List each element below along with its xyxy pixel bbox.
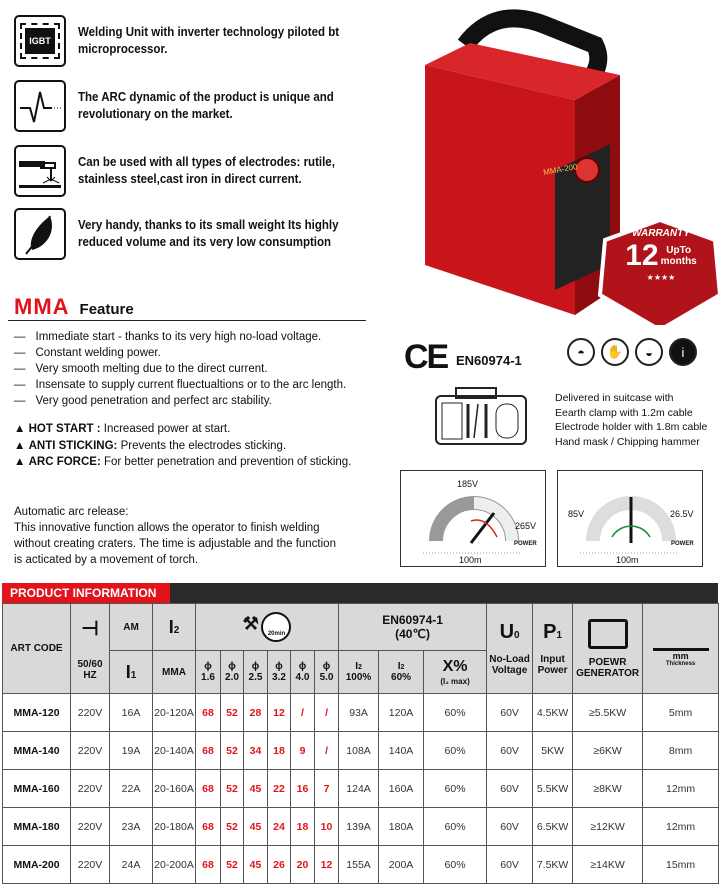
header-x bbox=[424, 651, 487, 694]
feature-subtitle: Feature bbox=[79, 301, 134, 318]
header-u0 bbox=[487, 604, 533, 694]
phi-symbol: ϕ bbox=[251, 661, 260, 672]
cell-phi-1-6: 68 bbox=[196, 808, 221, 846]
cell-input-power: 6.5KW bbox=[533, 808, 573, 846]
x-sub: (I₂ max) bbox=[440, 676, 470, 686]
dash: — bbox=[14, 395, 26, 407]
cell-thickness: 15mm bbox=[643, 846, 719, 884]
header-standard bbox=[339, 604, 487, 651]
auto-arc-title: Automatic arc release: bbox=[14, 506, 129, 518]
highlight-arc-force bbox=[14, 454, 351, 471]
feature-text: Can be used with all types of electrodes: rutile, stainless steel,cast iron in direct current. bbox=[78, 155, 335, 186]
phi-symbol: ϕ bbox=[275, 661, 283, 672]
list-item bbox=[14, 329, 346, 345]
cell-phi-2-5: 34 bbox=[244, 732, 268, 770]
table-row bbox=[3, 808, 719, 846]
header-phi bbox=[244, 651, 268, 694]
feather-icon bbox=[14, 208, 66, 260]
cell-mma-range: 20-140A bbox=[153, 732, 196, 770]
cell-art-code: MMA-180 bbox=[3, 808, 71, 846]
cell-art-code: MMA-140 bbox=[3, 732, 71, 770]
cell-generator-power: ≥12KW bbox=[573, 808, 643, 846]
i2-symbol: I bbox=[355, 661, 358, 672]
cell-phi-5-0: 12 bbox=[315, 846, 339, 884]
cell-duty-cycle: 60% bbox=[424, 770, 487, 808]
dash: — bbox=[14, 347, 26, 359]
highlight-hot-start bbox=[14, 421, 351, 438]
cell-no-load-voltage: 60V bbox=[487, 808, 533, 846]
cell-mma-range: 20-160A bbox=[153, 770, 196, 808]
header-phi bbox=[221, 651, 244, 694]
u0-label: No-Load Voltage bbox=[489, 654, 530, 676]
header-phi bbox=[291, 651, 315, 694]
cell-input-power: 5KW bbox=[533, 732, 573, 770]
thickness-unit: mm bbox=[672, 650, 689, 661]
cell-i2-60: 180A bbox=[379, 808, 424, 846]
cell-input-power: 5.5KW bbox=[533, 770, 573, 808]
cell-phi-1-6: 68 bbox=[196, 846, 221, 884]
generator-icon bbox=[588, 619, 628, 649]
i1-sub: 1 bbox=[130, 669, 137, 681]
arc-wave-icon bbox=[14, 80, 66, 132]
header-am: AM bbox=[110, 604, 153, 651]
phi-symbol: ϕ bbox=[204, 661, 212, 672]
cell-generator-power: ≥6KW bbox=[573, 732, 643, 770]
cell-i2-100: 139A bbox=[339, 808, 379, 846]
cell-thickness: 12mm bbox=[643, 770, 719, 808]
i2-sub: 2 bbox=[400, 664, 405, 671]
cell-phi-5-0: / bbox=[315, 732, 339, 770]
delivery-line: Eearth clamp with 1.2m cable bbox=[555, 406, 693, 419]
cell-mma-range: 20-200A bbox=[153, 846, 196, 884]
cell-no-load-voltage: 60V bbox=[487, 694, 533, 732]
cell-i2-100: 124A bbox=[339, 770, 379, 808]
phi-value: 2.5 bbox=[248, 672, 263, 683]
timer-icon: 20min bbox=[261, 612, 291, 642]
generator-label: POEWR GENERATOR bbox=[576, 656, 640, 679]
highlight-anti-sticking bbox=[14, 438, 351, 455]
phi-symbol: ϕ bbox=[228, 661, 236, 672]
cell-phi-2-0: 52 bbox=[221, 732, 244, 770]
cell-phi-2-5: 45 bbox=[244, 846, 268, 884]
cell-no-load-voltage: 60V bbox=[487, 846, 533, 884]
header-art-code: ART CODE bbox=[3, 604, 71, 694]
cell-no-load-voltage: 60V bbox=[487, 770, 533, 808]
cell-mma-range: 20-120A bbox=[153, 694, 196, 732]
power-plug-label: POWER bbox=[514, 541, 537, 547]
cell-art-code: MMA-160 bbox=[3, 770, 71, 808]
highlight-label: HOT START : bbox=[28, 423, 101, 435]
cell-input-current: 19A bbox=[110, 732, 153, 770]
gauge-left-label: 85V bbox=[568, 509, 585, 519]
dash: — bbox=[14, 379, 26, 391]
cell-phi-2-0: 52 bbox=[221, 770, 244, 808]
list-item bbox=[14, 345, 346, 361]
cell-supply-voltage: 220V bbox=[71, 694, 110, 732]
cell-i2-60: 160A bbox=[379, 770, 424, 808]
cell-i2-100: 93A bbox=[339, 694, 379, 732]
list-item bbox=[14, 377, 346, 393]
power-plug-label: POWER bbox=[671, 541, 694, 547]
bullet-text: Constant welding power. bbox=[35, 347, 161, 359]
table-row bbox=[3, 732, 719, 770]
cell-phi-2-0: 52 bbox=[221, 846, 244, 884]
i2-symbol: I bbox=[397, 661, 401, 672]
cell-input-current: 22A bbox=[110, 770, 153, 808]
cell-i2-60: 200A bbox=[379, 846, 424, 884]
bullet-text: Very smooth melting due to the direct current. bbox=[35, 363, 268, 375]
delivery-line: Electrode holder with 1.8m cable bbox=[555, 421, 708, 433]
list-item bbox=[14, 393, 346, 409]
cell-phi-4-0: 18 bbox=[291, 808, 315, 846]
read-manual-icon: i bbox=[669, 338, 697, 366]
cell-i2-100: 108A bbox=[339, 732, 379, 770]
suitcase-icon bbox=[434, 386, 530, 451]
header-thickness bbox=[643, 604, 719, 694]
product-info-header-bar bbox=[2, 583, 718, 603]
cell-supply-voltage: 220V bbox=[71, 808, 110, 846]
header-i1 bbox=[110, 651, 153, 694]
header-hz: 50/60 HZ bbox=[77, 659, 103, 681]
gauge-right-label: 265V bbox=[515, 521, 537, 531]
cell-i2-60: 140A bbox=[379, 732, 424, 770]
header-phi bbox=[196, 651, 221, 694]
header-supply bbox=[71, 604, 110, 694]
face-shield-icon: ◓ bbox=[567, 338, 595, 366]
header-temp: (40℃) bbox=[395, 627, 430, 641]
feature-light bbox=[14, 208, 368, 260]
product-info-title: PRODUCT INFORMATION bbox=[2, 583, 170, 603]
phi-symbol: ϕ bbox=[298, 661, 307, 672]
auto-arc-release bbox=[14, 504, 344, 568]
phi-value: 5.0 bbox=[319, 672, 334, 683]
i2-symbol: I bbox=[168, 616, 174, 637]
triangle-icon: ▲ bbox=[14, 456, 29, 468]
plug-icon: ⊣ bbox=[81, 618, 99, 640]
header-electrode bbox=[196, 604, 339, 651]
highlight-label: ARC FORCE: bbox=[28, 456, 101, 468]
cell-phi-4-0: / bbox=[291, 694, 315, 732]
ce-mark: CE bbox=[404, 338, 448, 376]
cell-input-power: 4.5KW bbox=[533, 694, 573, 732]
cell-thickness: 12mm bbox=[643, 808, 719, 846]
cell-i2-100: 155A bbox=[339, 846, 379, 884]
weld-thickness-icon bbox=[653, 631, 709, 651]
highlight-text: Prevents the electrodes sticking. bbox=[117, 439, 287, 452]
duty-60: 60% bbox=[391, 672, 412, 683]
welding-torch-icon: ⚒ bbox=[242, 613, 259, 634]
feature-list bbox=[14, 329, 346, 409]
gauge-distance: 100m bbox=[459, 555, 482, 565]
cell-i2-60: 120A bbox=[379, 694, 424, 732]
feature-text: Welding Unit with inverter technology piloted bt microprocessor. bbox=[78, 25, 340, 56]
gauge-top-label: 185V bbox=[457, 479, 479, 489]
cell-phi-4-0: 16 bbox=[291, 770, 315, 808]
feature-text: Very handy, thanks to its small weight Its highly reduced volume and its very low consumption bbox=[78, 218, 339, 249]
dash: — bbox=[14, 331, 26, 343]
header-mma: MMA bbox=[153, 651, 196, 694]
u0-sub: 0 bbox=[514, 630, 520, 641]
electrode-welding-icon bbox=[14, 145, 66, 197]
delivery-contents bbox=[555, 391, 707, 449]
dash: — bbox=[14, 363, 26, 375]
highlight-text: For better penetration and prevention of sticking. bbox=[100, 456, 352, 468]
voltage-gauge-2 bbox=[557, 470, 703, 567]
bullet-text: Insensate to supply current fluectualtions or to the arc length. bbox=[35, 379, 347, 391]
cell-generator-power: ≥14KW bbox=[573, 846, 643, 884]
p1-symbol: P bbox=[543, 621, 557, 643]
cell-phi-2-0: 52 bbox=[221, 808, 244, 846]
cell-no-load-voltage: 60V bbox=[487, 732, 533, 770]
cell-phi-3-2: 12 bbox=[268, 694, 291, 732]
bullet-text: Immediate start - thanks to its very high no-load voltage. bbox=[35, 331, 322, 343]
cell-art-code: MMA-120 bbox=[3, 694, 71, 732]
header-phi bbox=[315, 651, 339, 694]
warranty-title: WARRANTY bbox=[632, 228, 690, 239]
cell-input-power: 7.5KW bbox=[533, 846, 573, 884]
p1-label: Input Power bbox=[537, 654, 568, 676]
cell-generator-power: ≥8KW bbox=[573, 770, 643, 808]
header-generator bbox=[573, 604, 643, 694]
auto-arc-text: This innovative function allows the operator to finish welding without creating craters. The time is adjustable and the function is acticated by a movement of torch. bbox=[14, 522, 336, 566]
header-phi bbox=[268, 651, 291, 694]
phi-value: 3.2 bbox=[272, 672, 286, 683]
phi-value: 2.0 bbox=[225, 672, 239, 683]
cell-generator-power: ≥5.5KW bbox=[573, 694, 643, 732]
cell-phi-2-5: 45 bbox=[244, 770, 268, 808]
triangle-icon: ▲ bbox=[14, 423, 29, 435]
standard-label: EN60974-1 bbox=[456, 353, 522, 368]
warranty-text bbox=[618, 228, 704, 282]
cell-supply-voltage: 220V bbox=[71, 846, 110, 884]
cell-phi-4-0: 20 bbox=[291, 846, 315, 884]
cell-thickness: 5mm bbox=[643, 694, 719, 732]
thickness-label: Thickness bbox=[665, 660, 696, 667]
header-i2 bbox=[153, 604, 196, 651]
cell-mma-range: 20-180A bbox=[153, 808, 196, 846]
cell-duty-cycle: 60% bbox=[424, 808, 487, 846]
bullet-text: Very good penetration and perfect arc stability. bbox=[35, 395, 272, 407]
u0-symbol: U bbox=[499, 621, 515, 643]
feature-arc bbox=[14, 80, 368, 132]
mask-icon: ◒ bbox=[635, 338, 663, 366]
gauge-right-label: 26.5V bbox=[670, 509, 694, 519]
highlight-label: ANTI STICKING: bbox=[28, 439, 118, 452]
cell-phi-1-6: 68 bbox=[196, 694, 221, 732]
header-p1 bbox=[533, 604, 573, 694]
list-item bbox=[14, 361, 346, 377]
gauge-distance: 100m bbox=[616, 555, 639, 565]
cell-phi-3-2: 22 bbox=[268, 770, 291, 808]
i2-sub: 2 bbox=[173, 624, 180, 636]
cell-phi-2-0: 52 bbox=[221, 694, 244, 732]
delivery-line: Delivered in suitcase with bbox=[555, 392, 674, 404]
feature-text: The ARC dynamic of the product is unique and revolutionary on the market. bbox=[78, 90, 334, 121]
delivery-line: Hand mask / Chipping hammer bbox=[555, 435, 700, 448]
divider bbox=[8, 320, 366, 321]
i1-symbol: I bbox=[125, 661, 131, 682]
cell-duty-cycle: 60% bbox=[424, 732, 487, 770]
igbt-chip-icon: IGBT bbox=[14, 15, 66, 67]
cell-phi-1-6: 68 bbox=[196, 770, 221, 808]
cell-phi-5-0: / bbox=[315, 694, 339, 732]
gloves-icon: ✋ bbox=[601, 338, 629, 366]
mma-feature-heading bbox=[14, 294, 134, 320]
table-row bbox=[3, 694, 719, 732]
warranty-upto: UpTo bbox=[666, 245, 692, 256]
cell-phi-4-0: 9 bbox=[291, 732, 315, 770]
product-info-table bbox=[2, 603, 719, 884]
cell-phi-1-6: 68 bbox=[196, 732, 221, 770]
phi-value: 1.6 bbox=[201, 672, 215, 683]
phi-symbol: ϕ bbox=[322, 661, 331, 672]
warranty-unit: months bbox=[660, 256, 697, 267]
warranty-number: 12 bbox=[625, 239, 659, 272]
safety-icons bbox=[567, 338, 697, 366]
warranty-stars: ★★★★ bbox=[646, 273, 676, 282]
header-i2-60 bbox=[379, 651, 424, 694]
panel-label: MMA-200 bbox=[542, 162, 579, 177]
cell-supply-voltage: 220V bbox=[71, 732, 110, 770]
cell-thickness: 8mm bbox=[643, 732, 719, 770]
phi-value: 4.0 bbox=[295, 672, 310, 683]
voltage-gauge-1 bbox=[400, 470, 546, 567]
feature-igbt bbox=[14, 15, 368, 67]
highlight-list bbox=[14, 421, 351, 471]
cell-phi-2-5: 45 bbox=[244, 808, 268, 846]
cell-phi-5-0: 10 bbox=[315, 808, 339, 846]
cell-art-code: MMA-200 bbox=[3, 846, 71, 884]
table-row bbox=[3, 846, 719, 884]
cell-phi-5-0: 7 bbox=[315, 770, 339, 808]
triangle-icon: ▲ bbox=[14, 439, 29, 452]
cell-phi-3-2: 24 bbox=[268, 808, 291, 846]
x-symbol: X% bbox=[442, 657, 468, 675]
cell-phi-3-2: 18 bbox=[268, 732, 291, 770]
p1-sub: 1 bbox=[556, 630, 563, 641]
duty-100: 100% bbox=[345, 672, 372, 683]
cell-input-current: 24A bbox=[110, 846, 153, 884]
feature-electrodes bbox=[14, 145, 368, 197]
mma-title: MMA bbox=[14, 294, 70, 319]
header-en: EN60974-1 bbox=[382, 613, 443, 627]
product-image bbox=[405, 5, 720, 325]
cell-input-current: 23A bbox=[110, 808, 153, 846]
i2-sub: 2 bbox=[357, 664, 362, 671]
highlight-text: Increased power at start. bbox=[100, 423, 231, 435]
table-row bbox=[3, 770, 719, 808]
cell-phi-2-5: 28 bbox=[244, 694, 268, 732]
cell-input-current: 16A bbox=[110, 694, 153, 732]
cell-duty-cycle: 60% bbox=[424, 694, 487, 732]
cell-duty-cycle: 60% bbox=[424, 846, 487, 884]
cell-supply-voltage: 220V bbox=[71, 770, 110, 808]
header-i2-100 bbox=[339, 651, 379, 694]
cell-phi-3-2: 26 bbox=[268, 846, 291, 884]
